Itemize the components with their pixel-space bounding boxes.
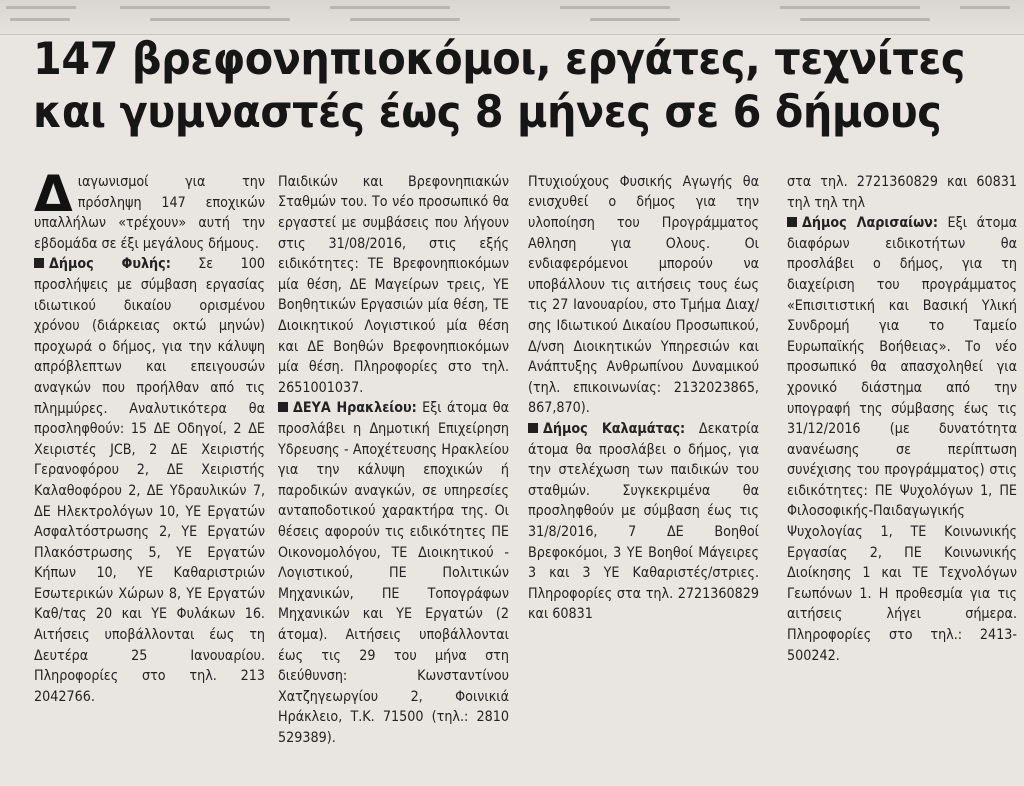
bullet-square-icon xyxy=(787,217,797,227)
section-text: Σε 100 προσλήψεις με σύμβαση εργασίας ιδιωτικού δικαίου ορισμένου χρόνου (διάρκειας οκτώ μηνών) προχωρά ο δήμος, για την κάλυψη απρόβλεπτων και επειγουσών αναγκών που προήλθαν από τις πλημμύρες. Αναλυτικότερα θα προσληφθούν: 15 ΔΕ Οδηγοί, 2 ΔΕ Χειριστές JCB, 2 ΔΕ Χειριστής Γερανοφόρου 2, ΔΕ Χειριστής Καλαθοφόρου 2, ΔΕ Υδραυλικών 7, ΔΕ Ηλεκτρολόγων 10, ΥΕ Εργατών Ασφαλτόστρωσης 2, ΥΕ Εργατών Πλακόστρωσης 5, ΥΕ Εργατών Κήπων 10, ΥΕ Καθαριστριών Εσωτερικών Χώρων 8, ΥΕ Εργατών Καθ/τας 20 και ΥΕ Φυλάκων 16. Αιτήσεις υποβάλλονται έως τη Δευτέρα 25 Ιανουαρίου. Πληροφορίες στο τηλ. 213 2042766. xyxy=(34,256,265,705)
section-kalamatas-cont xyxy=(787,172,1017,213)
column-2 xyxy=(278,172,509,782)
previous-article-fragment xyxy=(0,0,1024,35)
section-ioanninon xyxy=(278,172,509,398)
headline-line-1: 147 βρεφονηπιοκόμοι, εργάτες, τεχνίτες xyxy=(33,34,965,85)
section-title: Δήμος Λαρισαίων: xyxy=(802,215,938,232)
section-title: ΔΕΥΑ Ηρακλείου: xyxy=(293,400,417,417)
section-text: Πτυχιούχους Φυσικής Αγωγής θα ενισχυθεί ο δήμος για την υλοποίηση του Προγράμματος Αθληση για Ολους. Οι ενδιαφερόμενοι μπορούν να υποβάλλουν τις αιτήσεις τους έως τις 27 Ιανουαρίου, στο Τμήμα Διαχ/σης Ιδιωτικού Δικαίου Προσωπικού, Δ/νση Διοικητικών Υπηρεσιών και Ανάπτυξης Ανθρωπίνου Δυναμικού (τηλ. επικοινωνίας: 2132023865, 867,870). xyxy=(528,173,759,417)
section-title: Δήμος Φυλής: xyxy=(49,256,171,273)
column-3 xyxy=(528,172,759,782)
bullet-square-icon xyxy=(278,402,288,412)
column-2-flow xyxy=(278,172,509,748)
article-body xyxy=(34,172,1016,782)
section-kalamatas-tail: στα τηλ. 2721360829 και 60831 τηλ τηλ τηλ xyxy=(787,173,1017,211)
intro-text: ιαγωνισμοί για την πρόσληψη 147 εποχικών υπαλλήλων «τρέχουν» αυτή την εβδομάδα σε έξι μεγάλους δήμους. xyxy=(34,174,265,252)
intro-paragraph xyxy=(34,172,265,254)
section-text: Παιδικών και Βρεφονηπιακών Σταθμών του. Το νέο προσωπικό θα εργαστεί με συμβάσεις που λήγουν στις 31/08/2016, στις εξής ειδικότητες: ΤΕ Βρεφονηπιοκόμων μία θέση, ΔΕ Μαγείρων τρεις, ΥΕ Βοηθητικών Εργασιών μία θέση, ΤΕ Διοικητικού Λογιστικού μία θέση και ΔΕ Βοηθών Βρεφονηπιοκόμων μία θέση. Πληροφορίες στο τηλ. 2651001037. xyxy=(278,173,509,396)
section-text: Εξι άτομα διαφόρων ειδικοτήτων θα προσλάβει ο δήμος, για τη διαχείριση του προγράμματος «Επισιτιστική και Βασική Υλική Συνδρομή για το Ταμείο Ευρωπαϊκής Βοήθειας». Το νέο προσωπικό θα απασχοληθεί για χρονικό διάστημα από την υπογραφή της σύμβασης έως τις 31/12/2016 (με δυνατότητα ανανέωσης σε περίπτωση συνέχισης του προγράμματος) στις ειδικότητες: ΠΕ Ψυχολόγων 1, ΠΕ Φιλοσοφικής-Παιδαγωγικής Ψυχολογίας 1, ΤΕ Κοινωνικής Εργασίας 2, ΠΕ Κοινωνικής Διοίκησης 1 και ΤΕ Τεχνολόγων Γεωπόνων 1. Η προθεσμία για τις αιτήσεις λήγει σήμερα. Πληροφορίες στο τηλ.: 2413-500242. xyxy=(787,215,1017,664)
section-fylis xyxy=(34,254,265,707)
headline-line-2: και γυμναστές έως 8 μήνες σε 6 δήμους xyxy=(33,87,942,138)
column-4-flow xyxy=(787,172,1017,666)
dropcap: Δ xyxy=(34,172,73,223)
bullet-square-icon xyxy=(34,258,44,268)
bullet-square-icon xyxy=(528,423,538,433)
section-text: Δεκατρία άτομα θα προσλάβει ο δήμος, για την στελέχωση των παιδικών του σταθμών. Συγκεκριμένα θα προσληφθούν με σύμβαση έως τις 31/8/2016, 7 ΔΕ Βοηθοί Βρεφοκόμοι, 3 ΥΕ Βοηθοί Μάγειρες 3 και 3 ΥΕ Καθαριστές/στριες. Πληροφορίες στα τηλ. 2721360829 και 60831 xyxy=(528,421,759,623)
section-chalandriou xyxy=(528,172,759,419)
column-1 xyxy=(34,172,265,782)
column-3-flow xyxy=(528,172,759,625)
section-larisaion xyxy=(787,213,1017,666)
section-title: Δήμος Καλαμάτας: xyxy=(543,421,686,438)
headline xyxy=(33,33,965,139)
section-kalamatas xyxy=(528,419,759,625)
section-deya xyxy=(278,398,509,748)
section-text: Εξι άτομα θα προσλάβει η Δημοτική Επιχείρηση Υδρευσης - Αποχέτευσης Ηρακλείου για την κάλυψη εποχικών ή παροδικών αναγκών, σε υπηρεσίες ανταποδοτικού χαρακτήρα της. Οι θέσεις αφορούν τις ειδικότητες ΠΕ Οικονομολόγου, ΤΕ Διοικητικού - Λογιστικού, ΠΕ Πολιτικών Μηχανικών, ΠΕ Τοπογράφων Μηχανικών και ΥΕ Εργατών (2 άτομα). Αιτήσεις υποβάλλονται έως τις 29 του μήνα στη διεύθυνση: Κωνσταντίνου Χατζηγεωργίου 2, Φοινικιά Ηράκλειο, Τ.Κ. 71500 (τηλ.: 2810 529389). xyxy=(278,400,509,746)
column-4 xyxy=(787,172,1017,782)
